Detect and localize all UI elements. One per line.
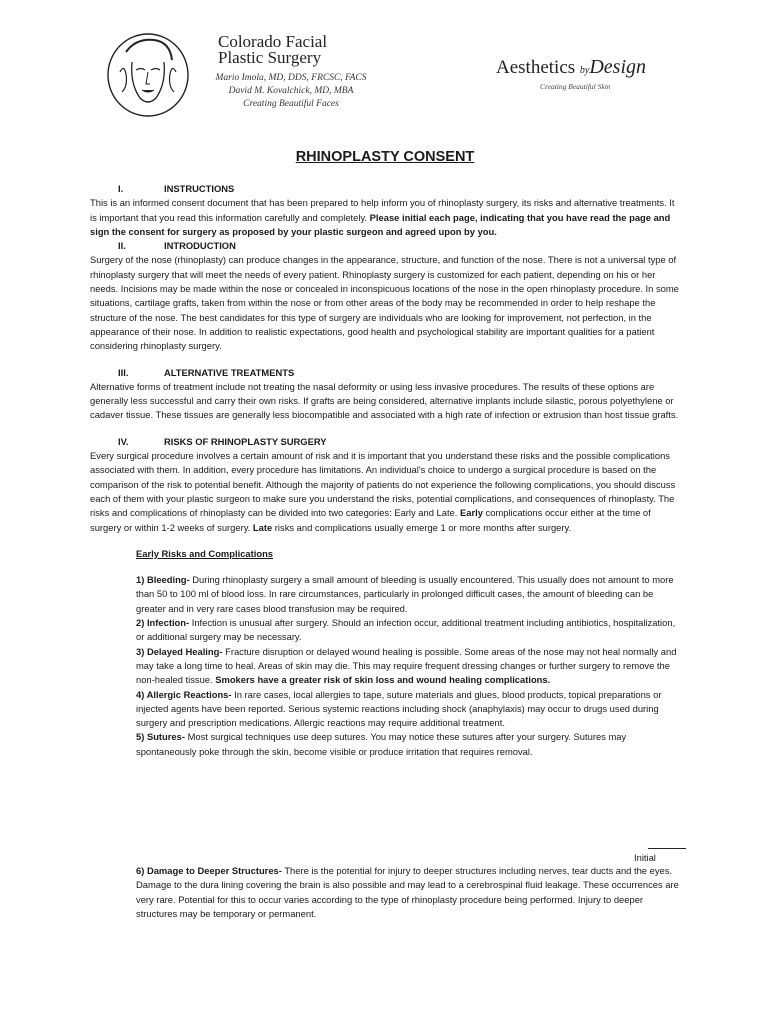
risk-text: Fracture disruption or delayed wound healing is possible. Some areas of the nose may not heal normally and may take a long time to heal. Areas of skin may die. This may require frequent dressing changes or further surgery to remove the non-healed tissue.	[136, 645, 677, 686]
practice-name-line1: Colorado Facial	[218, 32, 328, 51]
aesthetics-word: Aesthetics	[496, 57, 576, 78]
aesthetics-by: by	[579, 65, 590, 76]
document-body	[90, 182, 682, 759]
instructions-paragraph	[90, 196, 682, 239]
section-title: INTRODUCTION	[164, 240, 236, 252]
risk-bold-note: Smokers have a greater risk of skin loss and wound healing complications.	[215, 674, 551, 686]
risks-text-3: risks and complications usually emerge 1 or more months after surgery.	[272, 521, 572, 533]
list-item	[136, 864, 682, 921]
risk-label: 3) Delayed Healing-	[136, 645, 223, 657]
risk-label: 6) Damage to Deeper Structures-	[136, 865, 282, 876]
risks-late-word: Late	[252, 521, 273, 533]
list-item	[136, 573, 682, 616]
practice-tagline: Creating Beautiful Faces	[243, 99, 339, 109]
doctor-2: David M. Kovalchick, MD, MBA	[228, 86, 354, 96]
risk-label: 2) Infection-	[136, 617, 190, 629]
aesthetics-design: Design	[589, 56, 647, 78]
early-risks-heading: Early Risks and Complications	[136, 547, 274, 559]
face-logo-icon	[106, 32, 190, 118]
section-title: INSTRUCTIONS	[164, 183, 235, 194]
risk-text: During rhinoplasty surgery a small amount of bleeding is usually encountered. This usually does not amount to more than 50 to 100 ml of blood loss. In rare circumstances, particularly in prolonged difficult cases, the amount of bleeding can be greater and in very rare cases blood transfusion may be required.	[136, 574, 674, 614]
practice-doctors	[206, 72, 376, 111]
risk-label: 1) Bleeding-	[136, 574, 190, 586]
early-risks-list	[136, 573, 682, 759]
section-number: I.	[118, 183, 124, 194]
risk-text: There is the potential for injury to deeper structures including nerves, tear ducts and the eyes. Damage to the dura lining covering the brain is also possible and may lead to a cerebrospinal fluid leakage. These occurrences are very rare. Potential for this to occur varies according to the type of rhinoplasty procedure being performed. Injury to deeper structures may be temporary or permanent.	[136, 865, 679, 919]
section-heading-alternatives	[90, 366, 682, 380]
introduction-paragraph: Surgery of the nose (rhinoplasty) can produce changes in the appearance, structure, and function of the nose. There is not a universal type of rhinoplasty surgery that will meet the needs of every patient. Rhinoplasty surgery is customized for each patient, depending on his or her needs. Incisions may be made within the nose or concealed in inconspicuous locations of the nose in the open rhinoplasty procedure. In some situations, cartilage grafts, taken from within the nose or from other areas of the body may be recommended in order to help reshape the structure of the nose. The best candidates for this type of surgery are individuals who are looking for improvement, not perfection, in the appearance of their nose. In addition to realistic expectations, good health and psychological stability are important qualities for a patient considering rhinoplasty surgery.	[90, 254, 679, 352]
section-heading-instructions	[90, 182, 682, 196]
section-number: IV.	[118, 435, 129, 447]
list-item	[136, 645, 682, 688]
practice-name	[218, 34, 327, 66]
section-title: ALTERNATIVE TREATMENTS	[164, 366, 295, 378]
risk-text: Infection is unusual after surgery. Should an infection occur, additional treatment including antibiotics, hospitalization, or additional surgery may be necessary.	[136, 617, 676, 643]
risks-early-word: Early	[460, 507, 483, 519]
risk-label: 4) Allergic Reactions-	[136, 688, 232, 700]
list-item	[136, 730, 682, 759]
section-title: RISKS OF RHINOPLASTY SURGERY	[164, 435, 327, 447]
section-number: III.	[118, 366, 129, 378]
list-item	[136, 688, 682, 731]
instructions-text: This is an informed consent document that has been prepared to help inform you of rhinoplasty surgery, its risks and alternative treatments. It is important that you read this information carefully and completely.	[90, 197, 675, 223]
risks-paragraph	[90, 449, 682, 535]
aesthetics-tagline: Creating Beautiful Skin	[540, 82, 611, 91]
risks-text-1: Every surgical procedure involves a certain amount of risk and it is important that you understand these risks and the possible complications associated with them. In addition, every procedure has limitations. An individual's choice to undergo a surgical procedure is based on the comparison of the risk to potential benefit. Although the majority of patients do not experience the following complications, you should discuss each of them with your plastic surgeon to make sure you understand the risks, potential complications, and consequences of rhinoplasty. The risks and complications of rhinoplasty can be divided into two categories: Early and Late.	[90, 450, 676, 519]
initial-signature-line[interactable]	[648, 848, 686, 849]
risk-text: In rare cases, local allergies to tape, suture materials and glues, blood products, topical preparations or injected agents have been reported. Serious systemic reactions including shock (anaphylaxis) may occur to drugs used during surgery and prescription medications. Allergic reactions may require additional treatment.	[136, 688, 662, 729]
initial-label: Initial	[634, 852, 656, 863]
risk-label: 5) Sutures-	[136, 731, 185, 743]
risk-text: Most surgical techniques use deep sutures. You may notice these sutures after your surgery. Sutures may spontaneously poke through the skin, become visible or produce irritation that requires removal.	[136, 731, 627, 757]
alternatives-paragraph: Alternative forms of treatment include not treating the nasal deformity or using less invasive procedures. The results of these options are generally less successful and carry their own risks. If grafts are being considered, alternative implants include silastic, porous polyethylene or cadaver tissue. These tissues are generally less biocompatible and associated with a high rate of infection or extrusion than host tissue grafts.	[90, 380, 679, 421]
document-title: RHINOPLASTY CONSENT	[295, 149, 475, 165]
section-heading-risks	[90, 435, 682, 449]
section-heading-introduction	[90, 239, 682, 253]
aesthetics-logo	[496, 56, 646, 79]
practice-name-line2: Plastic Surgery	[218, 48, 322, 67]
list-item	[136, 616, 682, 645]
instructions-bold-text: Please initial each page, indicating that you have read the page and sign the consent for surgery as proposed by your plastic surgeon and agreed upon by you.	[90, 211, 671, 237]
risks-text-2: complications occur either at the time of surgery or within 1-2 weeks of surgery.	[90, 507, 651, 533]
section-number: II.	[118, 240, 126, 252]
doctor-1: Mario Imola, MD, DDS, FRCSC, FACS	[215, 73, 367, 83]
